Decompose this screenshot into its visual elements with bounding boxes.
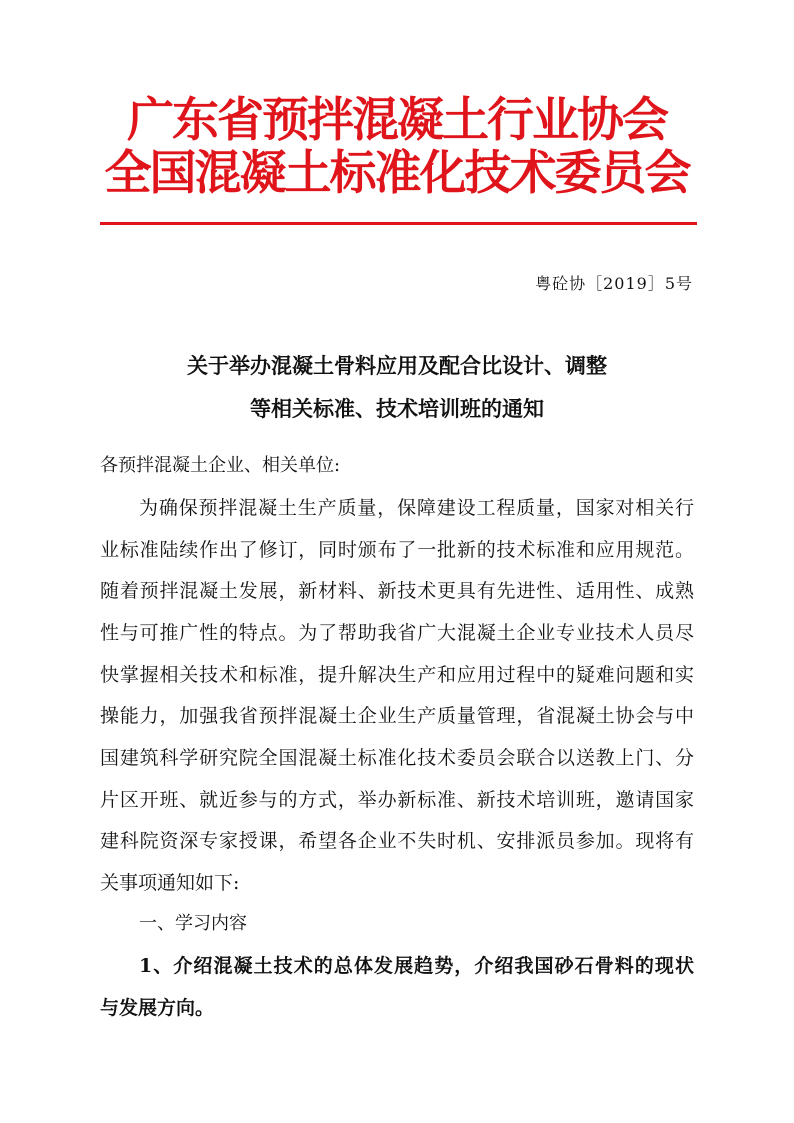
addressee: 各预拌混凝土企业、相关单位:	[100, 455, 341, 476]
body-line: 操能力，加强我省预拌混凝土企业生产质量管理，省混凝土协会与中	[100, 705, 694, 727]
body-line: 为确保预拌混凝土生产质量，保障建设工程质量，国家对相关行	[139, 497, 694, 519]
notice-title-line-2: 等相关标准、技术培训班的通知	[250, 396, 544, 421]
section-item-1-line: 1、介绍混凝土技术的总体发展趋势，介绍我国砂石骨料的现状	[139, 955, 694, 977]
body-line: 关事项通知如下:	[100, 872, 240, 894]
letterhead-org-line-1: 广东省预拌混凝土行业协会	[127, 93, 667, 148]
section-heading-learning-content: 一、学习内容	[139, 913, 247, 934]
letterhead-org-line-2: 全国混凝土标准化技术委员会	[104, 146, 690, 201]
letterhead-red-rule	[100, 222, 697, 225]
body-line: 业标准陆续作出了修订，同时颁布了一批新的技术标准和应用规范。	[100, 539, 694, 561]
notice-title-line-1: 关于举办混凝土骨料应用及配合比设计、调整	[187, 353, 607, 378]
body-line: 性与可推广性的特点。为了帮助我省广大混凝土企业专业技术人员尽	[100, 622, 694, 644]
body-line: 片区开班、就近参与的方式，举办新标准、新技术培训班，邀请国家	[100, 789, 694, 811]
document-number: 粤砼协［2019］5号	[535, 274, 693, 293]
body-line: 随着预拌混凝土发展，新材料、新技术更具有先进性、适用性、成熟	[100, 580, 694, 602]
body-line: 国建筑科学研究院全国混凝土标准化技术委员会联合以送教上门、分	[100, 747, 694, 769]
body-line: 快掌握相关技术和标准，提升解决生产和应用过程中的疑难问题和实	[100, 664, 694, 686]
body-line: 建科院资深专家授课，希望各企业不失时机、安排派员参加。现将有	[100, 830, 694, 852]
section-item-1-line: 与发展方向。	[100, 997, 215, 1019]
